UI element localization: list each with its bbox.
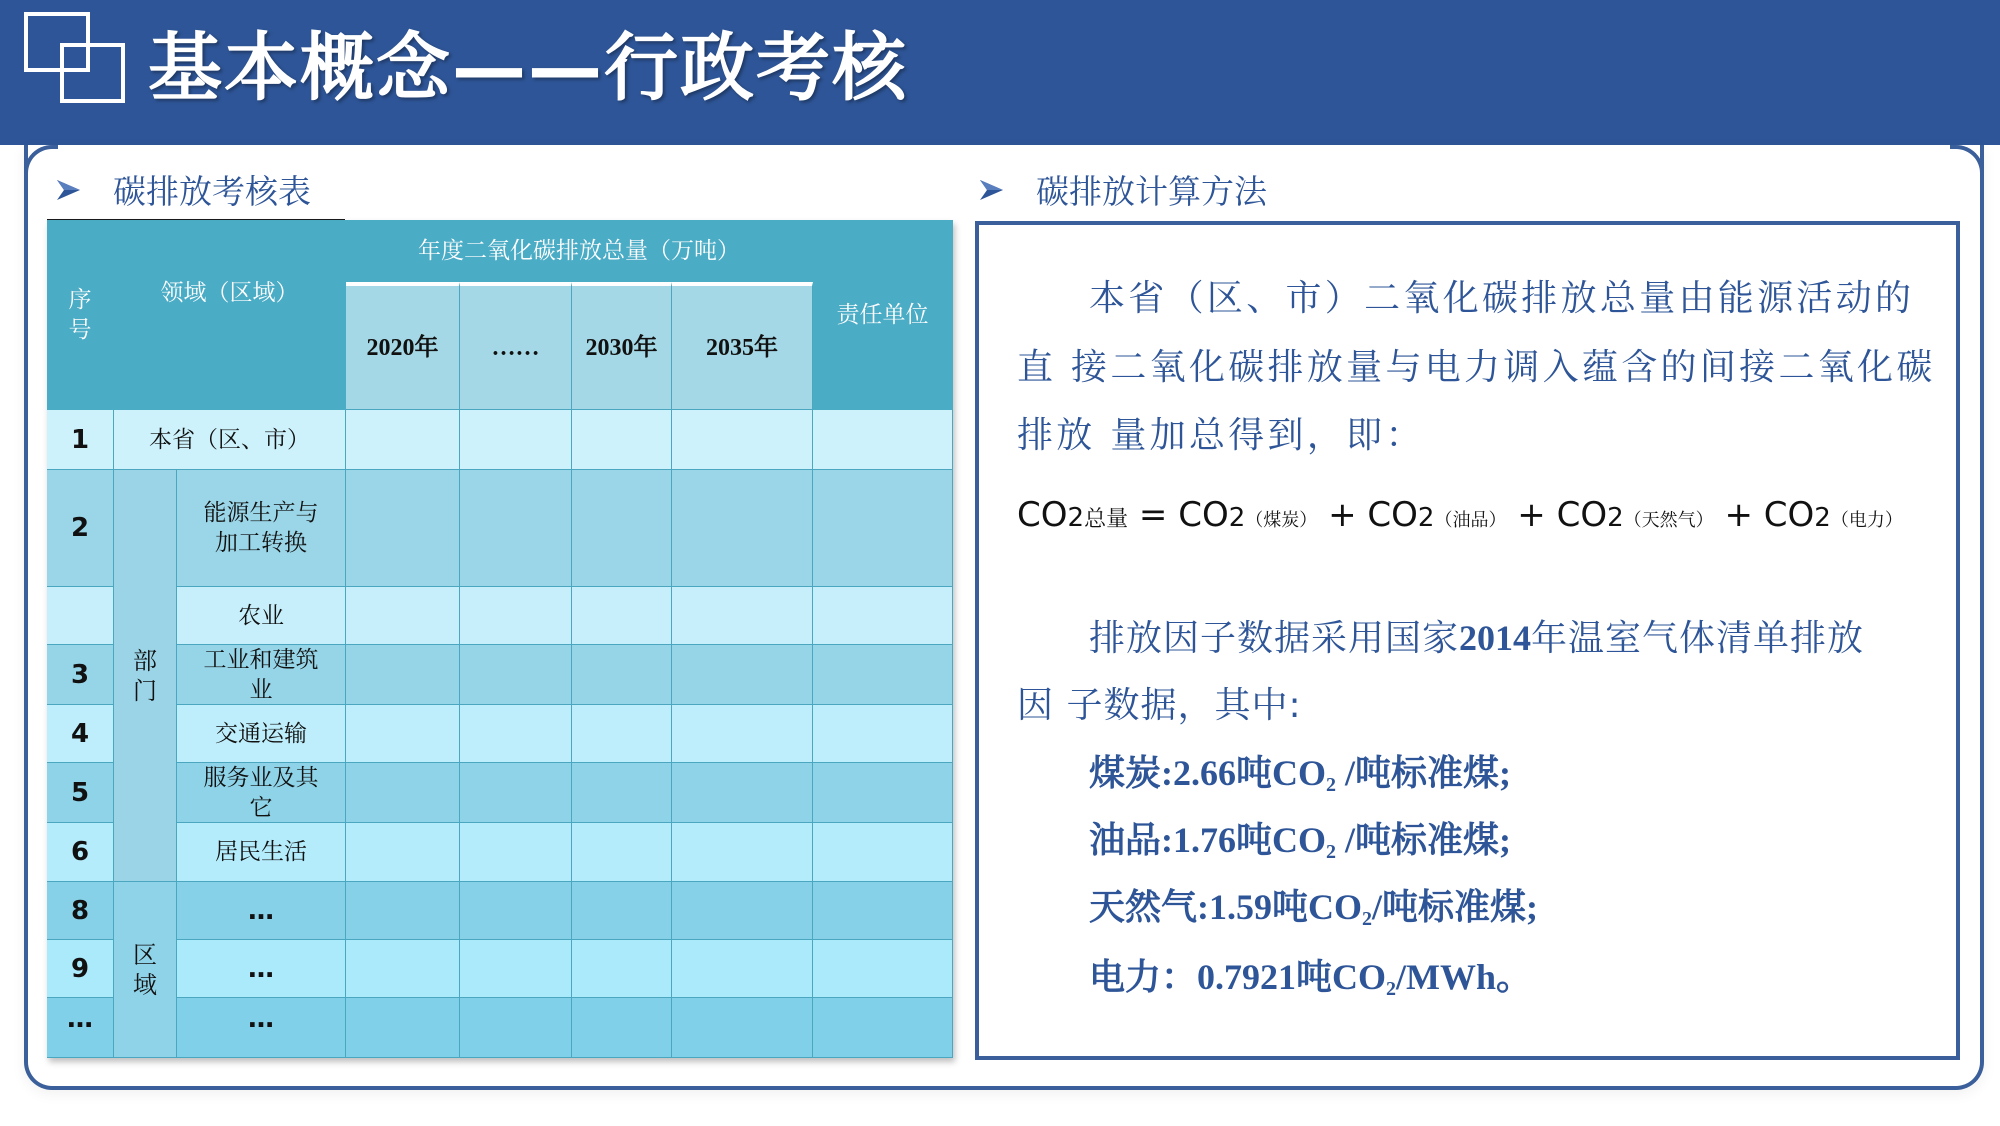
row-seq: 5 bbox=[47, 763, 114, 823]
value-cell bbox=[460, 823, 572, 882]
group-sector bbox=[114, 470, 177, 882]
value-cell bbox=[572, 410, 672, 470]
value-cell bbox=[572, 763, 672, 823]
value-cell bbox=[572, 823, 672, 882]
factor-electricity bbox=[1089, 949, 1532, 1001]
value-cell bbox=[346, 587, 460, 645]
header-seq bbox=[47, 220, 114, 410]
arrowhead-icon bbox=[978, 177, 1004, 203]
formula-label: 总量 bbox=[1084, 507, 1129, 532]
row-label: 居民生活 bbox=[177, 823, 346, 882]
value-cell bbox=[460, 470, 572, 587]
header-responsible-label: 责任单位 bbox=[836, 301, 929, 328]
row-label bbox=[177, 645, 346, 705]
row-label-line: 工业和建筑 bbox=[203, 646, 319, 673]
row-label-line: 能源生产与 bbox=[203, 500, 319, 526]
section-heading-label: 碳排放考核表 bbox=[113, 172, 311, 211]
group-region-char: 区 bbox=[133, 940, 157, 969]
value-cell bbox=[460, 940, 572, 998]
formula-sub: 2 bbox=[1067, 503, 1085, 533]
formula-co: CO bbox=[1367, 495, 1418, 535]
factor-text: 煤炭:2.66吨CO bbox=[1089, 753, 1326, 793]
header-year-label: 2035年 bbox=[706, 334, 778, 361]
value-cell bbox=[813, 998, 953, 1058]
formula-sub: 2 bbox=[1228, 503, 1246, 533]
formula-co: CO bbox=[1017, 495, 1068, 535]
group-sector-char: 部 bbox=[133, 646, 157, 675]
row-seq: 8 bbox=[47, 882, 114, 940]
formula-label: （油品） bbox=[1434, 510, 1507, 531]
formula-plus: + bbox=[1328, 495, 1357, 535]
factor-sub: 2 bbox=[1326, 774, 1336, 796]
value-cell bbox=[572, 882, 672, 940]
factor-text: 电力：0.7921吨CO bbox=[1089, 957, 1387, 997]
header-domain bbox=[114, 220, 346, 410]
value-cell bbox=[346, 705, 460, 763]
row-seq: 3 bbox=[47, 645, 114, 705]
row-label bbox=[177, 763, 346, 823]
row-seq: 6 bbox=[47, 823, 114, 882]
factor-unit: /吨标准煤; bbox=[1336, 753, 1511, 793]
value-cell bbox=[346, 823, 460, 882]
value-cell bbox=[460, 587, 572, 645]
formula-label: （电力） bbox=[1830, 510, 1903, 531]
para2-line1 bbox=[1089, 610, 1864, 661]
value-cell bbox=[346, 998, 460, 1058]
row-label: 本省（区、市） bbox=[114, 410, 346, 470]
value-cell bbox=[813, 705, 953, 763]
value-cell bbox=[672, 705, 813, 763]
value-cell bbox=[460, 645, 572, 705]
value-cell bbox=[572, 940, 672, 998]
formula-label: （天然气） bbox=[1623, 510, 1714, 531]
value-cell bbox=[346, 763, 460, 823]
row-seq bbox=[47, 587, 114, 645]
value-cell bbox=[672, 882, 813, 940]
formula-co: CO bbox=[1556, 495, 1608, 535]
value-cell bbox=[672, 998, 813, 1058]
formula-sub: 2 bbox=[1814, 503, 1831, 533]
value-cell bbox=[346, 470, 460, 587]
value-cell bbox=[813, 823, 953, 882]
header-year-label: 2020年 bbox=[366, 334, 439, 361]
factor-unit: /MWh。 bbox=[1396, 957, 1533, 997]
formula-label: （煤炭） bbox=[1245, 510, 1318, 531]
formula-eq: = bbox=[1138, 495, 1168, 535]
calculation-method-box bbox=[975, 221, 1960, 1060]
factor-sub: 2 bbox=[1362, 908, 1372, 930]
row-label bbox=[177, 470, 346, 587]
para2-text: 年温室气体清单排放 bbox=[1531, 618, 1865, 659]
factor-oil bbox=[1089, 812, 1511, 864]
value-cell bbox=[346, 882, 460, 940]
para2-text: 排放因子数据采用国家 bbox=[1089, 618, 1460, 659]
overlapping-squares-icon bbox=[0, 0, 140, 110]
value-cell bbox=[672, 410, 813, 470]
header-responsible bbox=[813, 220, 953, 410]
row-label: … bbox=[177, 882, 346, 940]
factor-unit: /吨标准煤; bbox=[1372, 887, 1538, 927]
value-cell bbox=[346, 410, 460, 470]
value-cell bbox=[672, 940, 813, 998]
header-seq-line1: 序 bbox=[68, 286, 92, 313]
row-label-line: 业 bbox=[249, 676, 273, 703]
value-cell bbox=[672, 470, 813, 587]
title-bar bbox=[0, 0, 2000, 145]
value-cell bbox=[672, 763, 813, 823]
formula-co: CO bbox=[1178, 495, 1229, 535]
value-cell bbox=[813, 410, 953, 470]
formula-plus: + bbox=[1517, 495, 1546, 535]
header-year-2030 bbox=[572, 282, 672, 410]
header-annual-total bbox=[346, 220, 813, 282]
row-label-line: 服务业及其 bbox=[203, 764, 319, 791]
value-cell bbox=[572, 998, 672, 1058]
group-region bbox=[114, 882, 177, 1058]
row-label: 交通运输 bbox=[177, 705, 346, 763]
factor-sub: 2 bbox=[1326, 841, 1336, 863]
formula-co: CO bbox=[1763, 495, 1815, 535]
header-domain-label: 领域（区域） bbox=[160, 280, 299, 306]
header-year-label: 2030年 bbox=[585, 334, 658, 361]
row-label: 农业 bbox=[177, 587, 346, 645]
value-cell bbox=[460, 882, 572, 940]
value-cell bbox=[672, 823, 813, 882]
row-label-line: 它 bbox=[249, 794, 273, 821]
row-seq: … bbox=[47, 998, 114, 1058]
factor-text: 油品:1.76吨CO bbox=[1089, 820, 1326, 860]
header-year-label: …… bbox=[491, 334, 540, 361]
factor-unit: /吨标准煤; bbox=[1336, 820, 1511, 860]
para2-line2: 因 子数据，其中: bbox=[1017, 685, 1302, 726]
section-heading-assessment-table bbox=[55, 166, 311, 213]
header-annual-total-label: 年度二氧化碳排放总量（万吨） bbox=[418, 237, 740, 264]
value-cell bbox=[813, 940, 953, 998]
value-cell bbox=[672, 587, 813, 645]
value-cell bbox=[813, 763, 953, 823]
formula-sub: 2 bbox=[1417, 503, 1435, 533]
header-year-ellipsis bbox=[460, 282, 572, 410]
value-cell bbox=[813, 470, 953, 587]
logo-square-2 bbox=[60, 43, 125, 103]
arrowhead-icon bbox=[55, 177, 81, 203]
co2-formula bbox=[1017, 495, 1903, 535]
group-region-char: 域 bbox=[133, 970, 157, 999]
carbon-assessment-table bbox=[47, 220, 953, 1058]
value-cell bbox=[346, 940, 460, 998]
row-seq: 2 bbox=[47, 470, 114, 587]
value-cell bbox=[813, 882, 953, 940]
value-cell bbox=[346, 645, 460, 705]
row-seq: 1 bbox=[47, 410, 114, 470]
para2-year: 2014 bbox=[1459, 618, 1532, 658]
para1-line1: 本省（区、市）二氧化碳排放总量由能源活动的 bbox=[1089, 278, 1915, 319]
group-sector-char: 门 bbox=[133, 676, 157, 705]
value-cell bbox=[572, 587, 672, 645]
formula-sub: 2 bbox=[1607, 503, 1624, 533]
row-label: … bbox=[177, 998, 346, 1058]
formula-plus: + bbox=[1724, 495, 1753, 535]
value-cell bbox=[572, 470, 672, 587]
section-heading-label: 碳排放计算方法 bbox=[1036, 172, 1267, 211]
value-cell bbox=[572, 705, 672, 763]
header-year-2020 bbox=[346, 282, 460, 410]
factor-natural-gas bbox=[1089, 879, 1538, 931]
row-label-line: 加工转换 bbox=[215, 530, 307, 556]
row-seq: 9 bbox=[47, 940, 114, 998]
value-cell bbox=[460, 705, 572, 763]
page-title: 基本概念——行政考核 bbox=[148, 25, 908, 111]
para1-line2: 直 接二氧化碳排放量与电力调入蕴含的间接二氧化碳 bbox=[1017, 347, 1936, 388]
row-label: … bbox=[177, 940, 346, 998]
value-cell bbox=[460, 410, 572, 470]
para1-line3: 排放 量加总得到，即： bbox=[1017, 415, 1425, 456]
header-seq-line2: 号 bbox=[68, 316, 92, 343]
factor-text: 天然气:1.59吨CO bbox=[1089, 887, 1362, 927]
value-cell bbox=[460, 998, 572, 1058]
factor-coal bbox=[1089, 745, 1511, 797]
value-cell bbox=[813, 587, 953, 645]
value-cell bbox=[460, 763, 572, 823]
factor-sub: 2 bbox=[1386, 978, 1397, 1000]
value-cell bbox=[572, 645, 672, 705]
row-seq: 4 bbox=[47, 705, 114, 763]
value-cell bbox=[672, 645, 813, 705]
section-heading-calculation-method bbox=[978, 166, 1267, 213]
value-cell bbox=[813, 645, 953, 705]
header-year-2035 bbox=[672, 282, 813, 410]
